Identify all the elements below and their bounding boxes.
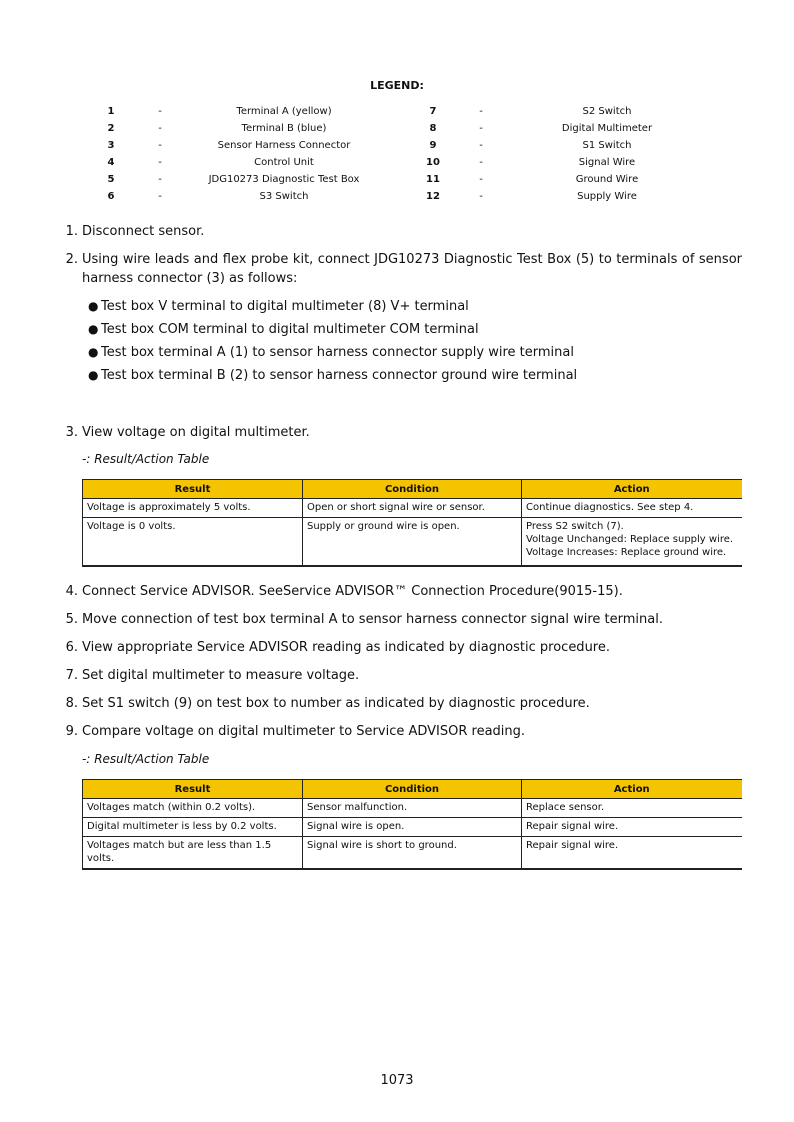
legend-row <box>0 123 794 139</box>
table-header-row <box>83 480 742 499</box>
legend-number: 10 <box>426 157 440 168</box>
condition-cell: Sensor malfunction. <box>303 799 522 818</box>
header-action: Action <box>522 780 742 799</box>
bullet-item <box>88 343 728 362</box>
action-cell: Repair signal wire. <box>522 837 742 870</box>
legend-label: S3 Switch <box>259 191 309 202</box>
legend-dash: - <box>158 106 162 117</box>
legend-dash: - <box>479 174 483 185</box>
legend-label: Control Unit <box>254 157 314 168</box>
legend-row <box>0 106 794 122</box>
legend-dash: - <box>158 123 162 134</box>
step-number: 7. <box>65 668 78 683</box>
header-condition: Condition <box>303 780 522 799</box>
bullet-item <box>88 297 728 316</box>
legend-row <box>0 174 794 190</box>
bullet-text: Test box COM terminal to digital multimeter COM terminal <box>101 322 479 337</box>
legend-number: 7 <box>429 106 437 117</box>
legend-dash: - <box>158 140 162 151</box>
step-6 <box>62 638 742 657</box>
legend-label: Ground Wire <box>575 174 639 185</box>
table-row <box>83 518 742 566</box>
bullet-icon: ● <box>88 322 99 336</box>
page-number: 1073 <box>380 1073 414 1088</box>
step-text: View appropriate Service ADVISOR reading as indicated by diagnostic procedure. <box>82 640 610 655</box>
legend-dash: - <box>479 191 483 202</box>
bullet-icon: ● <box>88 345 99 359</box>
bullet-icon: ● <box>88 299 99 313</box>
step-number: 4. <box>65 584 78 599</box>
legend-number: 4 <box>107 157 115 168</box>
table-caption: -: Result/Action Table <box>82 752 210 766</box>
result-cell: Voltage is 0 volts. <box>83 518 303 566</box>
legend-label: Supply Wire <box>577 191 637 202</box>
legend-dash: - <box>479 140 483 151</box>
legend-number: 9 <box>429 140 437 151</box>
legend-row <box>0 191 794 207</box>
table-header-row <box>83 780 742 799</box>
result-cell: Voltages match but are less than 1.5 volts. <box>83 837 303 870</box>
step-number: 2. <box>65 252 78 267</box>
step-number: 5. <box>65 612 78 627</box>
step-7 <box>62 666 742 685</box>
step-5 <box>62 610 742 629</box>
condition-cell: Signal wire is open. <box>303 818 522 837</box>
legend-dash: - <box>479 123 483 134</box>
step-number: 6. <box>65 640 78 655</box>
bullet-text: Test box V terminal to digital multimeter (8) V+ terminal <box>101 299 469 314</box>
legend-label: S2 Switch <box>582 106 632 117</box>
legend-label: S1 Switch <box>582 140 632 151</box>
header-condition: Condition <box>303 480 522 499</box>
result-cell: Voltages match (within 0.2 volts). <box>83 799 303 818</box>
result-action-table <box>82 779 742 870</box>
legend-row <box>0 140 794 156</box>
step-number: 8. <box>65 696 78 711</box>
legend-number: 1 <box>107 106 115 117</box>
step-text: View voltage on digital multimeter. <box>82 425 310 440</box>
legend-label: Terminal B (blue) <box>241 123 327 134</box>
legend-number: 2 <box>107 123 115 134</box>
bullet-text: Test box terminal A (1) to sensor harness connector supply wire terminal <box>101 345 574 360</box>
table-row <box>83 799 742 818</box>
bullet-item <box>88 366 728 385</box>
legend-dash: - <box>479 106 483 117</box>
condition-cell: Supply or ground wire is open. <box>303 518 522 566</box>
result-cell: Voltage is approximately 5 volts. <box>83 499 303 518</box>
step-3 <box>62 423 742 442</box>
table-caption: -: Result/Action Table <box>82 452 210 466</box>
legend-row <box>0 157 794 173</box>
header-result: Result <box>83 780 303 799</box>
table-row <box>83 837 742 870</box>
legend-label: Signal Wire <box>578 157 636 168</box>
legend-dash: - <box>479 157 483 168</box>
legend-number: 5 <box>107 174 115 185</box>
legend-number: 11 <box>426 174 440 185</box>
step-number: 9. <box>65 724 78 739</box>
action-cell: Press S2 switch (7). Voltage Unchanged: Replace supply wire. Voltage Increases: Replace ground wire. <box>522 518 742 566</box>
result-action-table <box>82 479 742 567</box>
step-2 <box>62 250 742 288</box>
legend-label: JDG10273 Diagnostic Test Box <box>208 174 360 185</box>
legend-label: Terminal A (yellow) <box>236 106 332 117</box>
condition-cell: Open or short signal wire or sensor. <box>303 499 522 518</box>
step-4 <box>62 582 742 601</box>
condition-cell: Signal wire is short to ground. <box>303 837 522 870</box>
step-1 <box>62 222 742 241</box>
legend-dash: - <box>158 174 162 185</box>
result-cell: Digital multimeter is less by 0.2 volts. <box>83 818 303 837</box>
action-cell: Repair signal wire. <box>522 818 742 837</box>
table-row <box>83 818 742 837</box>
header-action: Action <box>522 480 742 499</box>
legend-number: 8 <box>429 123 437 134</box>
legend-label: Digital Multimeter <box>561 123 653 134</box>
table-row <box>83 499 742 518</box>
bullet-text: Test box terminal B (2) to sensor harness connector ground wire terminal <box>101 368 578 383</box>
step-number: 1. <box>65 224 78 239</box>
legend-number: 3 <box>107 140 115 151</box>
step-text: Move connection of test box terminal A to sensor harness connector signal wire terminal. <box>82 612 663 627</box>
legend-number: 12 <box>426 191 440 202</box>
action-cell: Replace sensor. <box>522 799 742 818</box>
step-text: Connect Service ADVISOR. SeeService ADVISOR™ Connection Procedure(9015-15). <box>82 584 623 599</box>
legend-label: Sensor Harness Connector <box>217 140 351 151</box>
step-9 <box>62 722 742 741</box>
step-number: 3. <box>65 425 78 440</box>
legend-dash: - <box>158 157 162 168</box>
step-text: Set S1 switch (9) on test box to number as indicated by diagnostic procedure. <box>82 696 590 711</box>
bullet-item <box>88 320 728 339</box>
legend-number: 6 <box>107 191 115 202</box>
legend-dash: - <box>158 191 162 202</box>
step-text: Compare voltage on digital multimeter to Service ADVISOR reading. <box>82 724 526 739</box>
legend-title: LEGEND: <box>370 79 424 92</box>
bullet-icon: ● <box>88 368 99 382</box>
step-text: Using wire leads and flex probe kit, connect JDG10273 Diagnostic Test Box (5) to terminals of sensor harness connector (3) as follows: <box>82 252 742 286</box>
step-text: Disconnect sensor. <box>82 224 205 239</box>
action-cell: Continue diagnostics. See step 4. <box>522 499 742 518</box>
step-text: Set digital multimeter to measure voltage. <box>82 668 360 683</box>
step-8 <box>62 694 742 713</box>
header-result: Result <box>83 480 303 499</box>
